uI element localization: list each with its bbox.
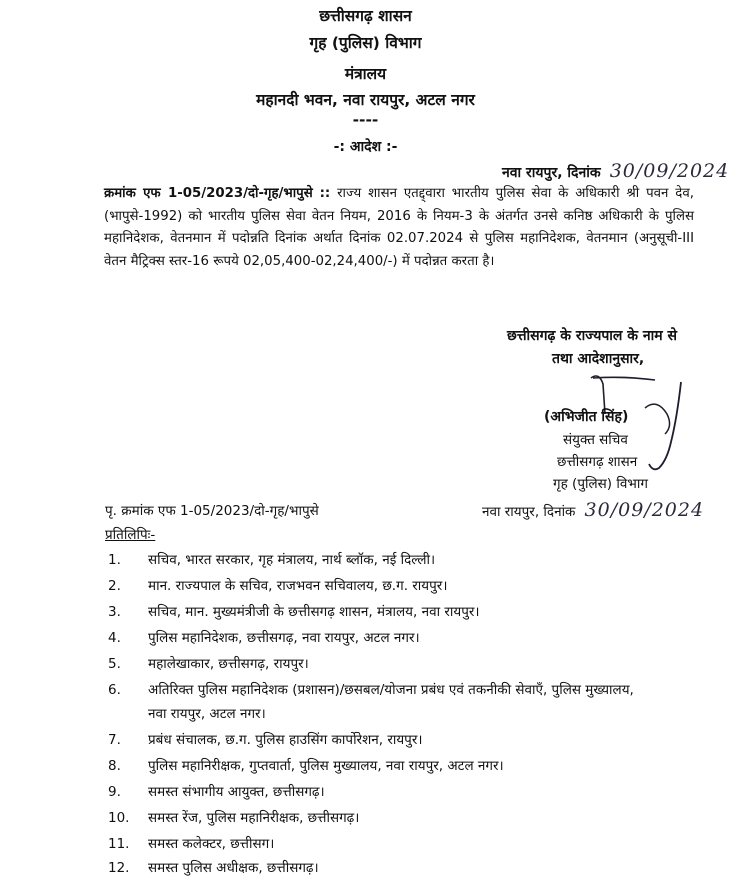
list-item: 9. समस्त संभागीय आयुक्त, छत्तीसगढ़।	[108, 784, 325, 800]
office-address: महानदी भवन, नवा रायपुर, अटल नगर	[256, 91, 475, 109]
order-date-label: नवा रायपुर, दिनांक	[502, 165, 601, 181]
order-paragraph	[104, 183, 694, 273]
list-item: 4. पुलिस महानिदेशक, छत्तीसगढ़, नवा रायपुर, अटल नगर।	[108, 630, 420, 646]
endorsement-handwritten-date: 30/09/2024	[584, 499, 705, 521]
list-item: 6. अतिरिक्त पुलिस महानिदेशक (प्रशासन)/छसबल/योजना प्रबंध एवं तकनीकी सेवाएँ, पुलिस मुख्यालय,	[108, 682, 634, 698]
endorsement-date-line	[482, 499, 704, 521]
endorsement-date-label: नवा रायपुर, दिनांक	[482, 504, 576, 520]
list-item: 5. महालेखाकार, छत्तीसगढ़, रायपुर।	[108, 656, 309, 672]
list-item: 1. सचिव, भारत सरकार, गृह मंत्रालय, नार्थ ब्लॉक, नई दिल्ली।	[108, 552, 436, 568]
authority-line-1: छत्तीसगढ़ के राज्यपाल के नाम से	[507, 328, 677, 344]
list-item: 2. मान. राज्यपाल के सचिव, राजभवन सचिवालय, छ.ग. रायपुर।	[108, 578, 448, 594]
list-item: 8. पुलिस महानिरीक्षक, गुप्तवार्ता, पुलिस मुख्यालय, नवा रायपुर, अटल नगर।	[108, 758, 504, 774]
government-name: छत्तीसगढ़ शासन	[319, 7, 412, 25]
signatory-department: गृह (पुलिस) विभाग	[553, 476, 648, 492]
order-number: क्रमांक एफ 1-05/2023/दो-गृह/भापुसे	[104, 186, 313, 201]
signatory-government: छत्तीसगढ़ शासन	[557, 454, 638, 470]
list-item: 3. सचिव, मान. मुख्यमंत्रीजी के छत्तीसगढ़ शासन, मंत्रालय, नवा रायपुर।	[108, 604, 480, 620]
endorsement-number: पृ. क्रमांक एफ 1-05/2023/दो-गृह/भापुसे	[105, 503, 319, 519]
header-separator: ----	[352, 111, 379, 129]
authority-line-2: तथा आदेशानुसार,	[552, 351, 645, 367]
list-item: 7. प्रबंध संचालक, छ.ग. पुलिस हाउसिंग कार्पोरेशन, रायपुर।	[108, 732, 423, 748]
copy-heading: प्रतिलिपिः-	[105, 527, 156, 543]
signatory-name: (अभिजीत सिंह)	[544, 409, 629, 425]
order-date-line	[502, 160, 729, 182]
order-separator: ::	[319, 186, 331, 201]
ministry-name: मंत्रालय	[344, 65, 387, 83]
order-handwritten-date: 30/09/2024	[609, 160, 730, 182]
order-title: -: आदेश :-	[333, 139, 398, 155]
list-item: 12. समस्त पुलिस अधीक्षक, छत्तीसगढ़।	[108, 860, 319, 876]
department-name: गृह (पुलिस) विभाग	[309, 34, 422, 52]
order-text: राज्य शासन एतद्द्वारा भारतीय पुलिस सेवा के अधिकारी श्री पवन देव, (भापुसे-1992) को भारतीय पुलिस सेवा वेतन नियम, 2016 के नियम-3 के अंतर्गत उनसे कनिष्ठ अधिकारी के पुलिस महानिदेशक, वेतनमान में पदोन्नति दिनांक अर्थात दिनांक 02.07.2024 से पुलिस महानिदेशक, वेतनमान (अनुसूची-III वेतन मैट्रिक्स स्तर-16 रूपये 02,05,400-02,24,400/-) में पदोन्नत करता है।	[104, 186, 694, 269]
list-item-continuation: नवा रायपुर, अटल नगर।	[148, 706, 266, 722]
list-item: 11. समस्त कलेक्टर, छत्तीसग।	[108, 836, 275, 852]
list-item: 10. समस्त रेंज, पुलिस महानिरीक्षक, छत्तीसगढ़।	[108, 810, 360, 826]
signatory-designation: संयुक्त सचिव	[563, 432, 628, 448]
